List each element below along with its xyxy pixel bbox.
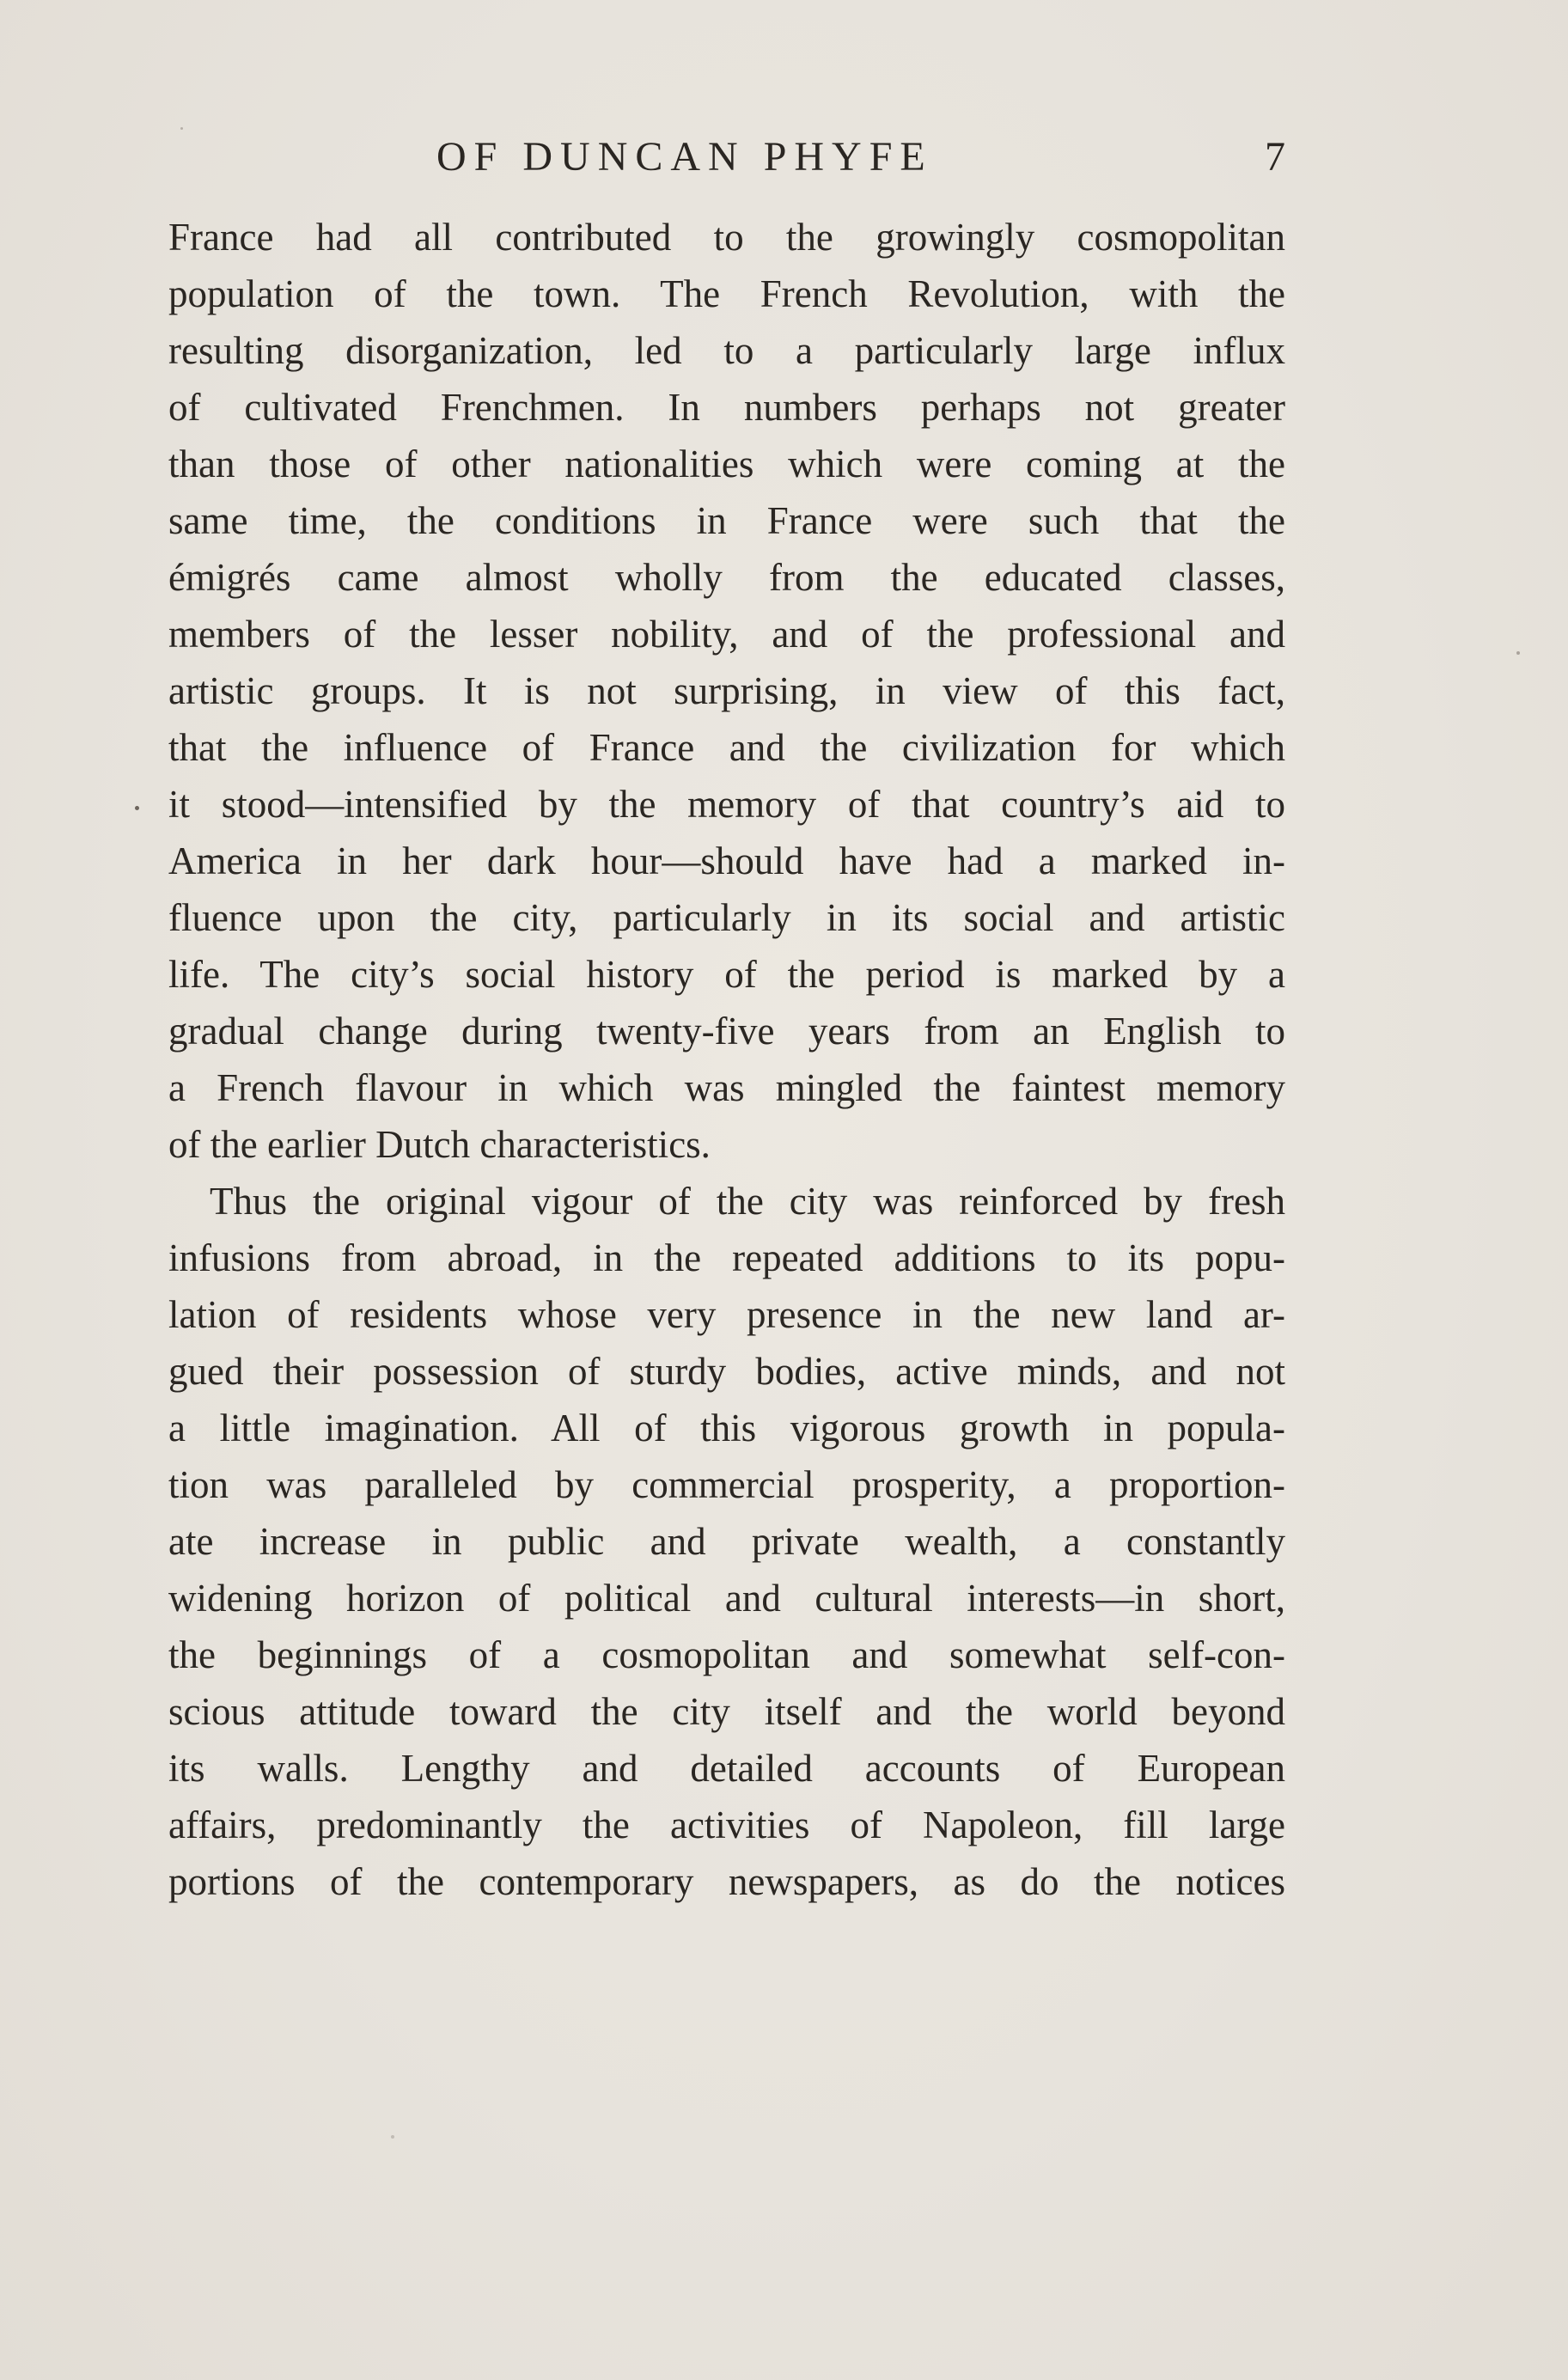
text-line: gradual change during twenty-five years from an English to xyxy=(168,1010,1285,1053)
margin-speck xyxy=(135,806,139,810)
margin-speck xyxy=(391,2135,394,2139)
text-line: scious attitude toward the city itself and the world beyond xyxy=(168,1690,1285,1733)
text-line: same time, the conditions in France were such that the xyxy=(168,499,1285,542)
text-line: than those of other nationalities which were coming at the xyxy=(168,442,1285,485)
text-line: population of the town. The French Revolution, with the xyxy=(168,272,1285,315)
paragraph-1 xyxy=(168,209,1285,1173)
text-line: a French flavour in which was mingled the faintest memory xyxy=(168,1066,1285,1109)
text-line: infusions from abroad, in the repeated additions to its popu- xyxy=(168,1236,1285,1279)
margin-speck xyxy=(180,127,183,130)
text-line: resulting disorganization, led to a particularly large influx xyxy=(168,329,1285,372)
text-line: its walls. Lengthy and detailed accounts of European xyxy=(168,1747,1285,1790)
text-line: affairs, predominantly the activities of Napoleon, fill large xyxy=(168,1803,1285,1846)
margin-speck xyxy=(1516,651,1520,655)
text-line: of cultivated Frenchmen. In numbers perhaps not greater xyxy=(168,386,1285,429)
text-line: it stood—intensified by the memory of that country’s aid to xyxy=(168,783,1285,826)
body-text xyxy=(168,209,1285,1910)
running-title: OF DUNCAN PHYFE xyxy=(436,134,933,180)
text-line: that the influence of France and the civilization for which xyxy=(168,726,1285,769)
text-line: of the earlier Dutch characteristics. xyxy=(168,1123,711,1166)
text-line: gued their possession of sturdy bodies, active minds, and not xyxy=(168,1350,1285,1393)
text-line: Thus the original vigour of the city was reinforced by fresh xyxy=(210,1180,1285,1223)
text-line: artistic groups. It is not surprising, in view of this fact, xyxy=(168,669,1285,712)
running-head xyxy=(168,127,1285,187)
text-line: portions of the contemporary newspapers, as do the notices xyxy=(168,1860,1285,1903)
text-line: widening horizon of political and cultural interests—in short, xyxy=(168,1577,1285,1620)
text-line: life. The city’s social history of the period is marked by a xyxy=(168,953,1285,996)
text-line: members of the lesser nobility, and of the professional and xyxy=(168,613,1285,656)
text-line: tion was paralleled by commercial prosperity, a proportion- xyxy=(168,1463,1285,1506)
text-line: America in her dark hour—should have had a marked in- xyxy=(168,839,1285,882)
text-line: France had all contributed to the growingly cosmopolitan xyxy=(168,216,1285,259)
text-line: lation of residents whose very presence in the new land ar- xyxy=(168,1293,1285,1336)
text-line: the beginnings of a cosmopolitan and somewhat self-con- xyxy=(168,1633,1285,1676)
text-line: émigrés came almost wholly from the educated classes, xyxy=(168,556,1285,599)
text-line: a little imagination. All of this vigorous growth in popula- xyxy=(168,1407,1285,1449)
page-number: 7 xyxy=(1265,134,1285,180)
text-line: fluence upon the city, particularly in its social and artistic xyxy=(168,896,1285,939)
text-line: ate increase in public and private wealth, a constantly xyxy=(168,1520,1285,1563)
paragraph-2 xyxy=(168,1173,1285,1910)
